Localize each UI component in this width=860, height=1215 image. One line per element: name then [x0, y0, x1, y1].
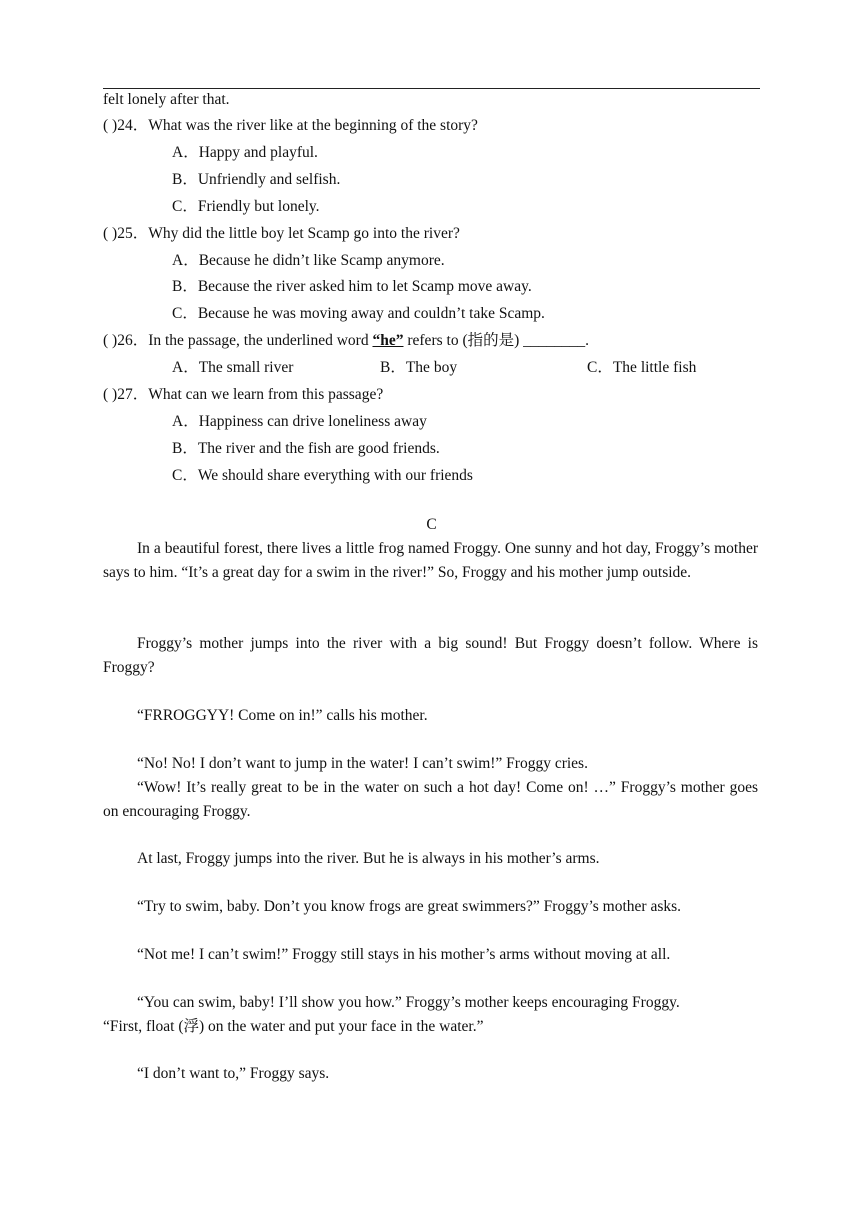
answer-blank[interactable]: ( ) [103, 386, 118, 403]
option-25-a: A．Because he didn’t like Scamp anymore. [172, 252, 445, 269]
question-stem: Why did the little boy let Scamp go into the river? [148, 225, 460, 242]
passage-paragraph: “Not me! I can’t swim!” Froggy still stays in his mother’s arms without moving at all. [137, 946, 671, 963]
passage-paragraph: At last, Froggy jumps into the river. But he is always in his mother’s arms. [137, 850, 600, 867]
passage-paragraph: “Try to swim, baby. Don’t you know frogs are great swimmers?” Froggy’s mother asks. [137, 898, 682, 915]
section-title: C [426, 516, 437, 533]
option-27-c: C．We should share everything with our friends [172, 467, 473, 484]
question-stem-after: refers to (指的是) ________. [407, 332, 590, 349]
answer-blank[interactable]: ( ) [103, 225, 118, 242]
option-26-a: A．The small river [172, 359, 294, 376]
question-number: 25 [117, 225, 133, 242]
option-24-c: C．Friendly but lonely. [172, 198, 320, 215]
answer-blank[interactable]: ( ) [103, 332, 118, 349]
option-24-a: A．Happy and playful. [172, 144, 318, 161]
question-26: ( )26．In the passage, the underlined word “he” refers to (指的是) ________. [103, 332, 590, 349]
passage-paragraph: “No! No! I don’t want to jump in the water! I can’t swim!” Froggy cries. [137, 755, 588, 772]
option-24-b: B．Unfriendly and selfish. [172, 171, 341, 188]
option-25-c: C．Because he was moving away and couldn’t take Scamp. [172, 305, 545, 322]
passage-paragraph: “Wow! It’s really great to be in the water on such a hot day! Come on! …” Froggy’s mother goes on encouraging Froggy. [103, 779, 758, 820]
header-rule [103, 88, 760, 89]
question-stem: What was the river like at the beginning of the story? [148, 117, 478, 134]
question-number: 26 [117, 332, 133, 349]
continuation-text: felt lonely after that. [103, 91, 230, 108]
option-26-c: C．The little fish [587, 359, 697, 376]
passage-paragraph: “First, float (浮) on the water and put your face in the water.” [103, 1018, 484, 1035]
underlined-word: “he” [372, 332, 404, 349]
option-25-b: B．Because the river asked him to let Scamp move away. [172, 278, 532, 295]
question-27: ( )27．What can we learn from this passage? [103, 386, 384, 403]
question-25: ( )25．Why did the little boy let Scamp go into the river? [103, 225, 460, 242]
option-26-b: B．The boy [380, 359, 458, 376]
question-stem: What can we learn from this passage? [148, 386, 384, 403]
option-27-b: B．The river and the fish are good friends. [172, 440, 440, 457]
option-27-a: A．Happiness can drive loneliness away [172, 413, 427, 430]
passage-paragraph: Froggy’s mother jumps into the river with a big sound! But Froggy doesn’t follow. Where is Froggy? [103, 635, 758, 676]
passage-paragraph: In a beautiful forest, there lives a little frog named Froggy. One sunny and hot day, Froggy’s mother says to him. “It’s a great day for a swim in the river!” So, Froggy and his mother jump outside. [103, 540, 758, 581]
passage-paragraph: “You can swim, baby! I’ll show you how.” Froggy’s mother keeps encouraging Froggy. [137, 994, 680, 1011]
question-number: 27 [117, 386, 133, 403]
question-24: ( )24．What was the river like at the beginning of the story? [103, 117, 478, 134]
answer-blank[interactable]: ( ) [103, 117, 118, 134]
question-number: 24 [117, 117, 133, 134]
question-stem-before: In the passage, the underlined word [148, 332, 369, 349]
passage-paragraph: “I don’t want to,” Froggy says. [137, 1065, 330, 1082]
passage-paragraph: “FRROGGYY! Come on in!” calls his mother. [137, 707, 428, 724]
